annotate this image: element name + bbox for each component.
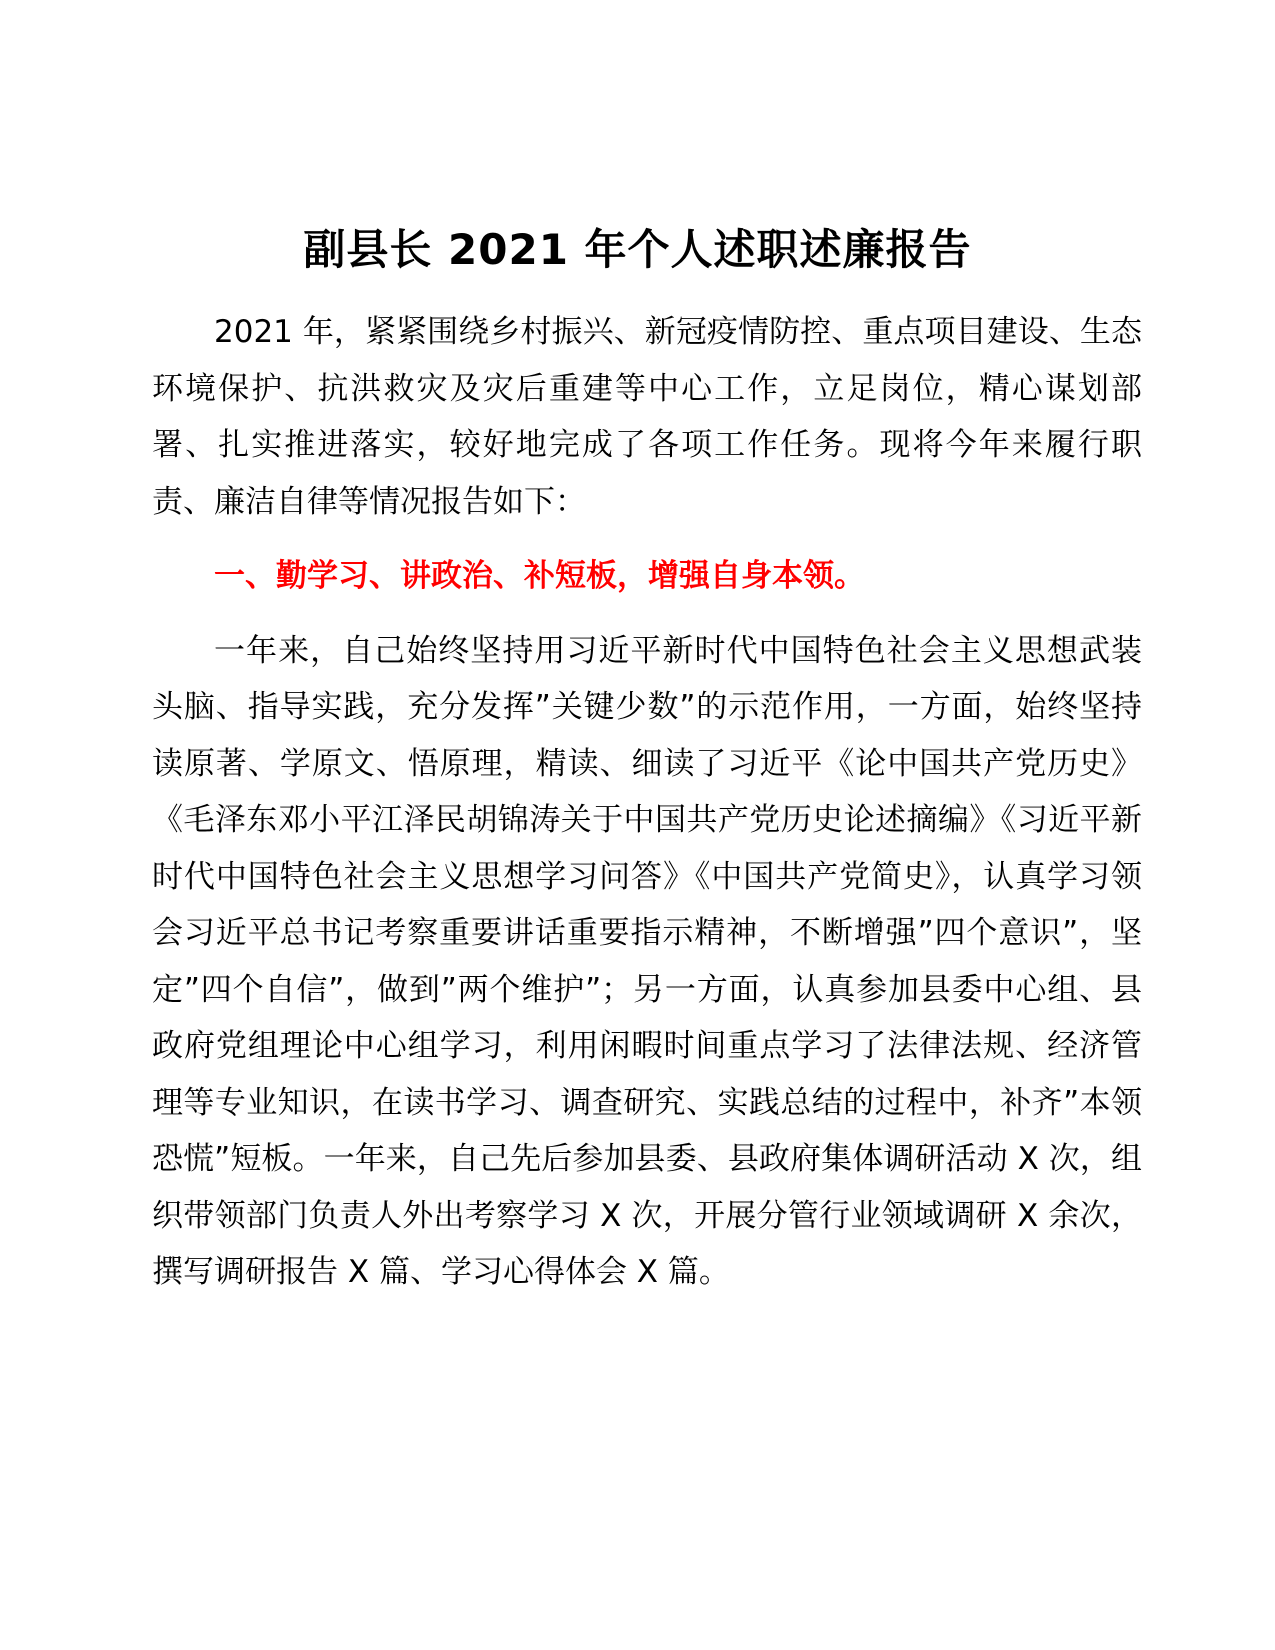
document-title: 副县长 2021 年个人述职述廉报告	[303, 225, 972, 274]
section-heading-1: 一、勤学习、讲政治、补短板，增强自身本领。	[214, 558, 865, 594]
document-body	[152, 304, 1142, 1301]
section-body-1: 一年来，自己始终坚持用习近平新时代中国特色社会主义思想武装头脑、指导实践，充分发挥”关键少数”的示范作用，一方面，始终坚持读原著、学原文、悟原理，精读、细读了习近平《论中国共产党历史》《毛泽东邓小平江泽民胡锦涛关于中国共产党历史论述摘编》《习近平新时代中国特色社会主义思想学习问答》《中国共产党简史》，认真学习领会习近平总书记考察重要讲话重要指示精神，不断增强”四个意识”，坚定”四个自信”，做到”两个维护”；另一方面，认真参加县委中心组、县政府党组理论中心组学习，利用闲暇时间重点学习了法律法规、经济管理等专业知识，在读书学习、调查研究、实践总结的过程中，补齐”本领恐慌”短板。一年来，自己先后参加县委、县政府集体调研活动 X 次，组织带领部门负责人外出考察学习 X 次，开展分管行业领域调研 X 余次，撰写调研报告 X 篇、学习心得体会 X 篇。	[152, 632, 1142, 1290]
intro-paragraph: 2021 年，紧紧围绕乡村振兴、新冠疫情防控、重点项目建设、生态环境保护、抗洪救灾及灾后重建等中心工作，立足岗位，精心谋划部署、扎实推进落实，较好地完成了各项工作任务。现将今年来履行职责、廉洁自律等情况报告如下：	[152, 314, 1142, 520]
